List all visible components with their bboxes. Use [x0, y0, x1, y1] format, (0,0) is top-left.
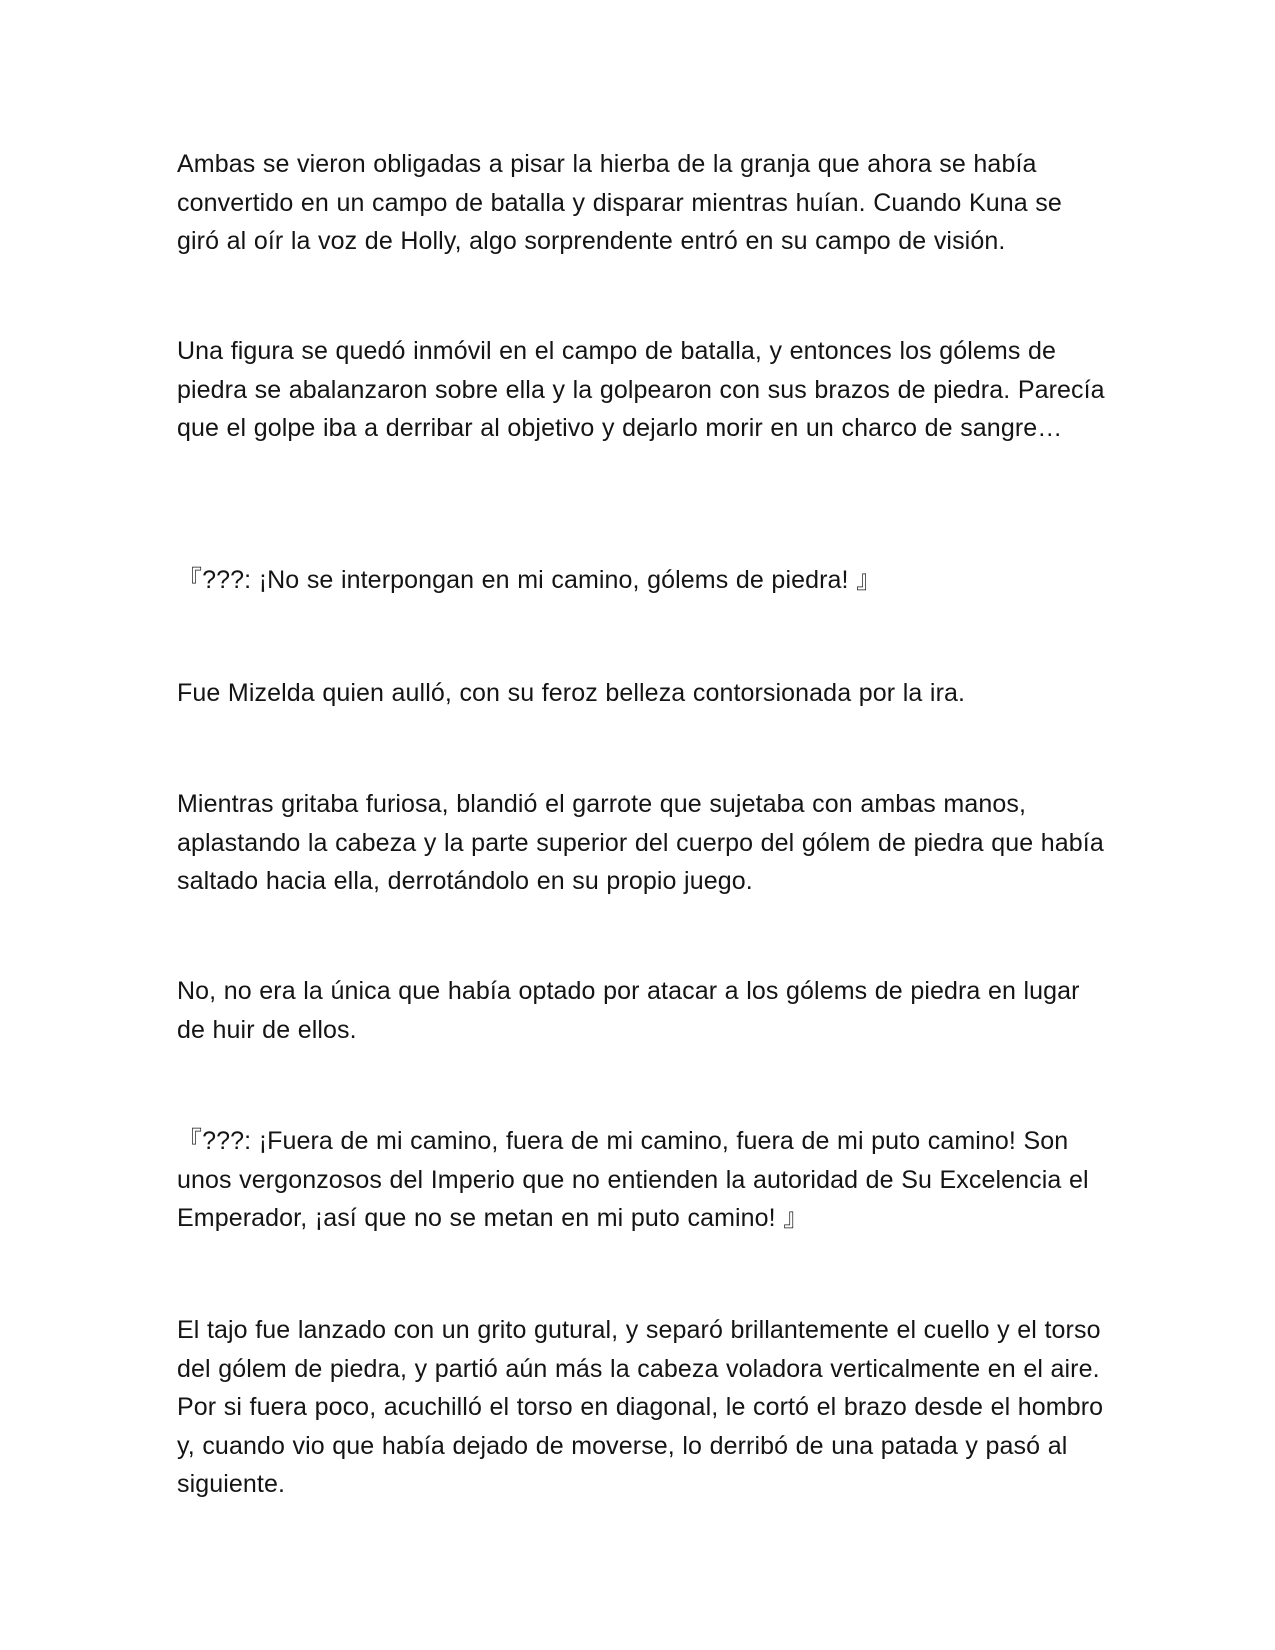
paragraph-1: Ambas se vieron obligadas a pisar la hierba de la granja que ahora se había convertido en un campo de batalla y disparar mientras huían. Cuando Kuna se giró al oír la voz de Holly, algo sorprendente entró en su campo de visión.: [177, 150, 1062, 255]
dialogue-2: 『???: ¡Fuera de mi camino, fuera de mi camino, fuera de mi puto camino! Son unos vergonzosos del Imperio que no entienden la autoridad de Su Excelencia el Emperador, ¡así que no se metan en mi puto camino! 』: [177, 1127, 1089, 1232]
paragraph-3: Fue Mizelda quien aulló, con su feroz belleza contorsionada por la ira.: [177, 679, 966, 707]
paragraph-2: Una figura se quedó inmóvil en el campo de batalla, y entonces los gólems de piedra se abalanzaron sobre ella y la golpearon con sus brazos de piedra. Parecía que el golpe iba a derribar al objetivo y dejarlo morir en un charco de sangre…: [177, 337, 1105, 442]
paragraph-4: Mientras gritaba furiosa, blandió el garrote que sujetaba con ambas manos, aplastando la cabeza y la parte superior del cuerpo del gólem de piedra que había saltado hacia ella, derrotándolo en su propio juego.: [177, 790, 1104, 895]
paragraph-6: El tajo fue lanzado con un grito gutural, y separó brillantemente el cuello y el torso del gólem de piedra, y partió aún más la cabeza voladora verticalmente en el aire. Por si fuera poco, acuchilló el torso en diagonal, le cortó el brazo desde el hombro y, cuando vio que había dejado de moverse, lo derribó de una patada y pasó al siguiente.: [177, 1316, 1104, 1498]
dialogue-1: 『???: ¡No se interpongan en mi camino, gólems de piedra! 』: [177, 566, 882, 594]
paragraph-5: No, no era la única que había optado por atacar a los gólems de piedra en lugar de huir de ellos.: [177, 977, 1080, 1044]
